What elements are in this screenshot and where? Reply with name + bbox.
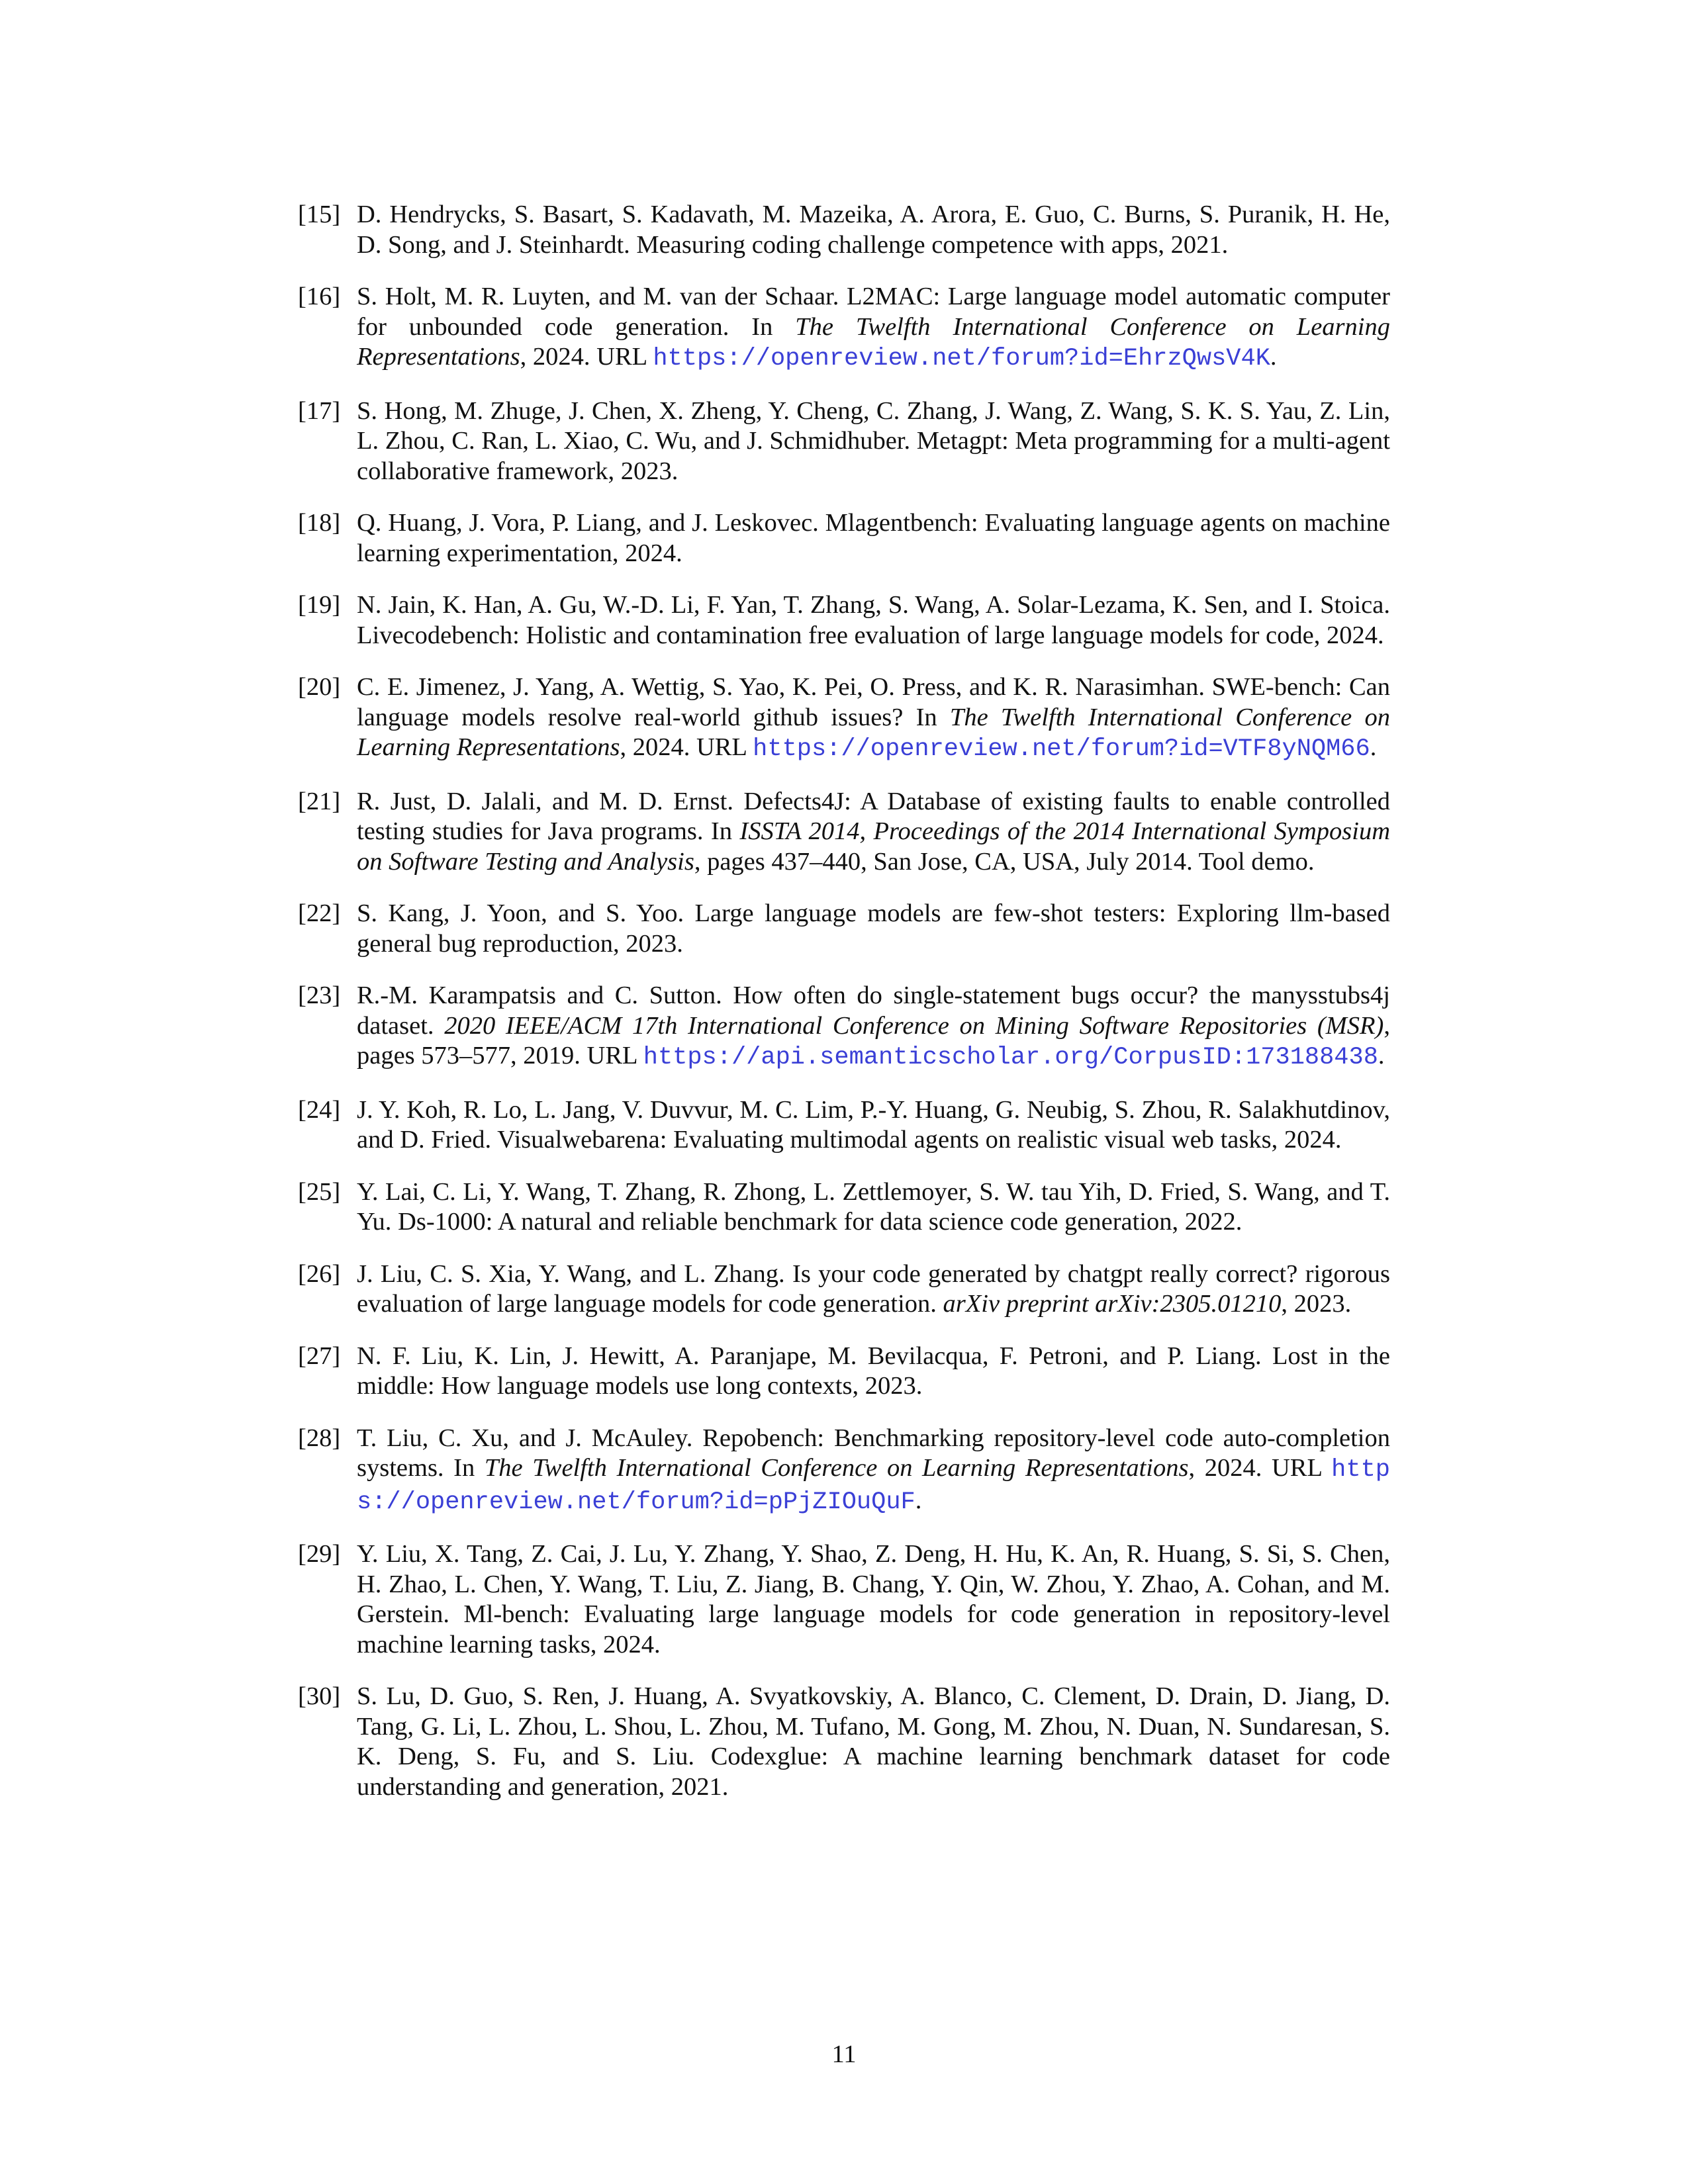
- reference-text: [357, 672, 1390, 765]
- reference-venue: arXiv preprint arXiv:2305.01210: [943, 1290, 1282, 1318]
- reference-text: [357, 787, 1390, 878]
- reference-text: [357, 508, 1390, 569]
- reference-item: [298, 1682, 1390, 1802]
- reference-item: [298, 508, 1390, 569]
- reference-number: [27]: [298, 1342, 341, 1370]
- reference-item: [298, 282, 1390, 375]
- reference-item: [298, 1259, 1390, 1320]
- reference-text-segment: Y. Liu, X. Tang, Z. Cai, J. Lu, Y. Zhang, Y. Shao, Z. Deng, H. Hu, K. An, R. Huang, S. Si, S. Chen, H. Zhao, L. Chen, Y. Wang, T. Liu, Z. Jiang, B. Chang, Y. Qin, W. Zhou, Y. Zhao, A. Cohan, and M. Gerstein. Ml-bench: Evaluating large language models for code generation in repository-level machine learning tasks, 2024.: [357, 1540, 1390, 1659]
- reference-text-segment: , 2023.: [1281, 1290, 1352, 1318]
- reference-text-segment: , pages 437–440, San Jose, CA, USA, July 2014. Tool demo.: [694, 847, 1315, 876]
- reference-venue: The Twelfth International Conference on Learning Representations: [357, 312, 1390, 371]
- reference-number: [29]: [298, 1540, 341, 1568]
- reference-text: [357, 1095, 1390, 1156]
- reference-text-segment: , 2024. URL: [620, 733, 753, 761]
- reference-venue: ISSTA 2014, Proceedings of the 2014 International Symposium on Software Testing and Analysis: [357, 817, 1390, 876]
- reference-text-segment: Y. Lai, C. Li, Y. Wang, T. Zhang, R. Zhong, L. Zettlemoyer, S. W. tau Yih, D. Fried, S. Wang, and T. Yu. Ds-1000: A natural and reliable benchmark for data science code generation, 2022.: [357, 1177, 1390, 1236]
- reference-url-link[interactable]: https://api.semanticscholar.org/CorpusID:173188438: [643, 1044, 1378, 1071]
- reference-number: [15]: [298, 201, 341, 228]
- reference-number: [30]: [298, 1682, 341, 1710]
- reference-number: [16]: [298, 283, 341, 310]
- reference-text: [357, 590, 1390, 651]
- reference-item: [298, 899, 1390, 959]
- reference-item: [298, 1342, 1390, 1402]
- reference-number: [17]: [298, 396, 341, 425]
- reference-text: [357, 899, 1390, 959]
- reference-number: [25]: [298, 1177, 341, 1206]
- reference-text-segment: N. F. Liu, K. Lin, J. Hewitt, A. Paranjape, M. Bevilacqua, F. Petroni, and P. Liang. Lost in the middle: How language models use long contexts, 2023.: [357, 1342, 1390, 1400]
- reference-url-link[interactable]: https://openreview.net/forum?id=VTF8yNQM66: [753, 735, 1370, 763]
- reference-text: [357, 1177, 1390, 1238]
- reference-item: [298, 1424, 1390, 1518]
- page-number: 11: [831, 2040, 857, 2068]
- reference-text-segment: N. Jain, K. Han, A. Gu, W.-D. Li, F. Yan, T. Zhang, S. Wang, A. Solar-Lezama, K. Sen, and I. Stoica. Livecodebench: Holistic and contamination free evaluation of large language models for code, 2024.: [357, 591, 1390, 649]
- reference-number: [18]: [298, 509, 341, 537]
- reference-number: [26]: [298, 1259, 341, 1288]
- reference-list: [298, 200, 1390, 1824]
- reference-text-segment: D. Hendrycks, S. Basart, S. Kadavath, M. Mazeika, A. Arora, E. Guo, C. Burns, S. Puranik, H. He, D. Song, and J. Steinhardt. Measuring coding challenge competence with apps, 2021.: [357, 201, 1390, 259]
- reference-text: [357, 396, 1390, 487]
- reference-text-segment: S. Holt, M. R. Luyten, and M. van der Schaar. L2MAC: Large language model automatic computer for unbounded code generation. In: [357, 283, 1390, 341]
- reference-text: [357, 200, 1390, 260]
- reference-item: [298, 1539, 1390, 1660]
- reference-item: [298, 590, 1390, 651]
- reference-text-segment: T. Liu, C. Xu, and J. McAuley. Repobench: Benchmarking repository-level code auto-completion systems. In: [357, 1424, 1390, 1482]
- reference-venue: 2020 IEEE/ACM 17th International Conference on Mining Software Repositories (MSR): [444, 1011, 1384, 1040]
- reference-text-segment: , 2024. URL: [520, 343, 653, 371]
- reference-text-segment: Q. Huang, J. Vora, P. Liang, and J. Leskovec. Mlagentbench: Evaluating language agents on machine learning experimentation, 2024.: [357, 509, 1390, 567]
- reference-venue: The Twelfth International Conference on Learning Representations: [484, 1454, 1189, 1482]
- reference-text-segment: J. Y. Koh, R. Lo, L. Jang, V. Duvvur, M. C. Lim, P.-Y. Huang, G. Neubig, S. Zhou, R. Salakhutdinov, and D. Fried. Visualwebarena: Evaluating multimodal agents on realistic visual web tasks, 2024.: [357, 1095, 1390, 1154]
- reference-text-segment: R.-M. Karampatsis and C. Sutton. How often do single-statement bugs occur? the manysstubs4j dataset.: [357, 981, 1390, 1040]
- reference-number: [22]: [298, 899, 341, 927]
- reference-item: [298, 1095, 1390, 1156]
- reference-text-segment: .: [915, 1486, 922, 1514]
- reference-url-link[interactable]: https://openreview.net/forum?id=EhrzQwsV4K: [653, 345, 1270, 373]
- reference-url-link[interactable]: https://openreview.net/forum?id=pPjZIOuQuF: [357, 1456, 1390, 1516]
- reference-text-segment: S. Hong, M. Zhuge, J. Chen, X. Zheng, Y. Cheng, C. Zhang, J. Wang, Z. Wang, S. K. S. Yau, Z. Lin, L. Zhou, C. Ran, L. Xiao, C. Wu, and J. Schmidhuber. Metagpt: Meta programming for a multi-agent collaborative framework, 2023.: [357, 396, 1390, 485]
- reference-text: [357, 981, 1390, 1073]
- reference-number: [23]: [298, 981, 341, 1009]
- reference-number: [28]: [298, 1424, 341, 1452]
- reference-text-segment: .: [1270, 343, 1277, 371]
- reference-text-segment: , pages 573–577, 2019. URL: [357, 1011, 1390, 1069]
- reference-text: [357, 1259, 1390, 1320]
- reference-text: [357, 282, 1390, 375]
- reference-text: [357, 1682, 1390, 1802]
- reference-number: [20]: [298, 673, 341, 701]
- reference-text: [357, 1424, 1390, 1518]
- reference-text-segment: S. Kang, J. Yoon, and S. Yoo. Large language models are few-shot testers: Exploring llm-based general bug reproduction, 2023.: [357, 899, 1390, 958]
- reference-venue: The Twelfth International Conference on Learning Representations: [357, 703, 1390, 761]
- reference-text-segment: .: [1370, 733, 1377, 761]
- reference-text-segment: J. Liu, C. S. Xia, Y. Wang, and L. Zhang. Is your code generated by chatgpt really correct? rigorous evaluation of large language models for code generation.: [357, 1259, 1390, 1318]
- reference-item: [298, 981, 1390, 1073]
- reference-number: [21]: [298, 787, 341, 815]
- reference-number: [19]: [298, 591, 341, 619]
- reference-text-segment: R. Just, D. Jalali, and M. D. Ernst. Defects4J: A Database of existing faults to enable controlled testing studies for Java programs. In: [357, 787, 1390, 845]
- reference-item: [298, 787, 1390, 878]
- reference-text: [357, 1342, 1390, 1402]
- reference-item: [298, 1177, 1390, 1238]
- reference-text-segment: .: [1378, 1042, 1385, 1069]
- reference-item: [298, 200, 1390, 260]
- reference-text: [357, 1539, 1390, 1660]
- reference-text-segment: C. E. Jimenez, J. Yang, A. Wettig, S. Yao, K. Pei, O. Press, and K. R. Narasimhan. SWE-bench: Can language models resolve real-world github issues? In: [357, 673, 1390, 731]
- reference-number: [24]: [298, 1095, 341, 1124]
- reference-item: [298, 672, 1390, 765]
- reference-text-segment: S. Lu, D. Guo, S. Ren, J. Huang, A. Svyatkovskiy, A. Blanco, C. Clement, D. Drain, D. Jiang, D. Tang, G. Li, L. Zhou, L. Shou, L. Zhou, M. Tufano, M. Gong, M. Zhou, N. Duan, N. Sundaresan, S. K. Deng, S. Fu, and S. Liu. Codexglue: A machine learning benchmark dataset for code understanding and generation, 2021.: [357, 1682, 1390, 1801]
- reference-text-segment: , 2024. URL: [1188, 1454, 1332, 1482]
- reference-item: [298, 396, 1390, 487]
